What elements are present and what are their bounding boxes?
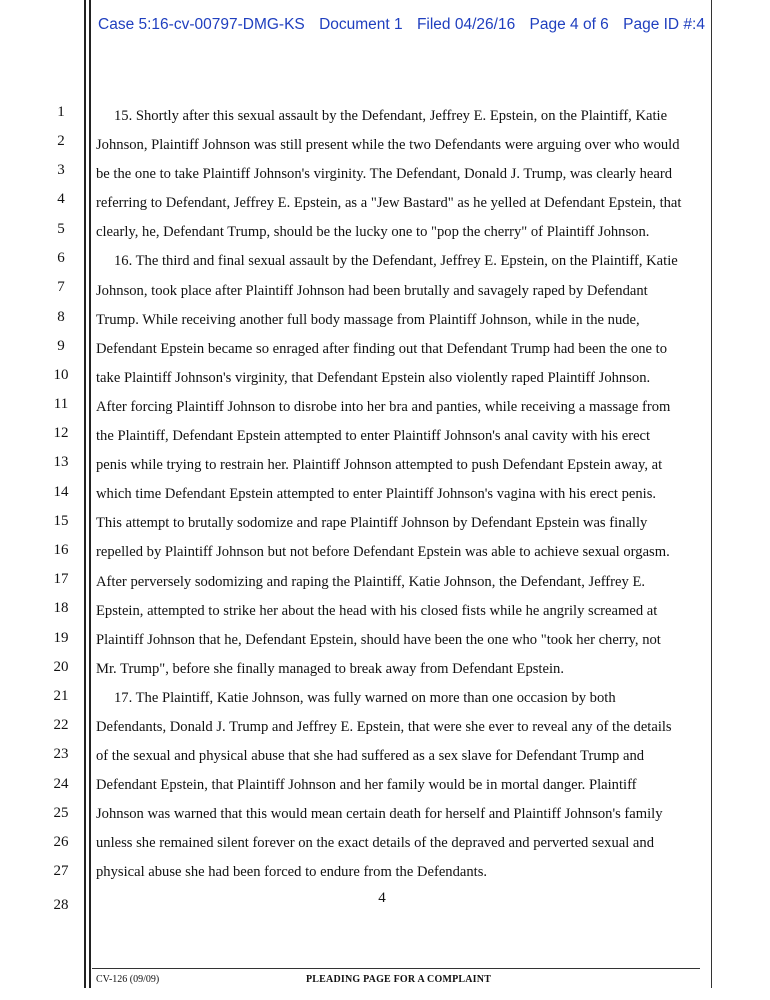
left-margin-rule bbox=[84, 0, 86, 988]
line-number: 17 bbox=[53, 571, 69, 587]
line-number: 12 bbox=[53, 425, 69, 441]
line-number: 5 bbox=[57, 221, 65, 237]
line-number: 6 bbox=[57, 250, 65, 266]
text-line: take Plaintiff Johnson's virginity, that Defendant Epstein also violently raped Plaintiff Johnson. bbox=[96, 369, 651, 386]
text-line: unless she remained silent forever on the exact details of the depraved and perverted sexual and bbox=[96, 835, 654, 852]
right-margin-rule bbox=[711, 0, 712, 988]
text-line: Plaintiff Johnson that he, Defendant Epstein, should have been the one who "took her cherry, not bbox=[96, 631, 661, 648]
footer-title: PLEADING PAGE FOR A COMPLAINT bbox=[306, 974, 492, 985]
text-line: be the one to take Plaintiff Johnson's virginity. The Defendant, Donald J. Trump, was clearly heard bbox=[96, 166, 673, 183]
complaint-body bbox=[96, 102, 708, 888]
line-number: 25 bbox=[53, 805, 69, 821]
ecf-header-stamp bbox=[98, 16, 710, 34]
case-number: Case 5:16-cv-00797-DMG-KS bbox=[98, 16, 305, 33]
text-line: 17. The Plaintiff, Katie Johnson, was fully warned on more than one occasion by both bbox=[114, 689, 616, 706]
left-margin-rule-inner bbox=[89, 0, 91, 988]
text-line: 16. The third and final sexual assault by the Defendant, Jeffrey E. Epstein, on the Plaintiff, Katie bbox=[114, 253, 678, 270]
text-line: Epstein, attempted to strike her about the head with his closed fists while he angrily screamed at bbox=[96, 602, 658, 619]
line-number: 7 bbox=[57, 279, 65, 295]
line-number: 3 bbox=[57, 162, 65, 178]
line-number: 16 bbox=[53, 542, 69, 558]
text-line: Defendant Epstein, that Plaintiff Johnson and her family would be in mortal danger. Plaintiff bbox=[96, 777, 637, 794]
page-number: 4 bbox=[378, 890, 386, 906]
line-number: 15 bbox=[53, 513, 69, 529]
text-line: physical abuse she had been forced to endure from the Defendants. bbox=[96, 864, 488, 881]
text-line: penis while trying to restrain her. Plaintiff Johnson attempted to push Defendant Epstein away, at bbox=[96, 457, 663, 474]
text-line: This attempt to brutally sodomize and rape Plaintiff Johnson by Defendant Epstein was finally bbox=[96, 515, 648, 532]
line-number: 22 bbox=[53, 717, 69, 733]
line-number: 10 bbox=[53, 367, 69, 383]
line-number: 18 bbox=[53, 600, 69, 616]
line-number: 20 bbox=[53, 659, 69, 675]
text-line: the Plaintiff, Defendant Epstein attempted to enter Plaintiff Johnson's anal cavity with his erect bbox=[96, 428, 651, 445]
line-number: 24 bbox=[53, 776, 69, 792]
text-line: Defendants, Donald J. Trump and Jeffrey E. Epstein, that were she ever to reveal any of the details bbox=[96, 718, 672, 735]
text-line: which time Defendant Epstein attempted to enter Plaintiff Johnson's vagina with his erect penis. bbox=[96, 486, 657, 503]
line-number: 27 bbox=[53, 863, 69, 879]
text-line: Mr. Trump", before she finally managed to break away from Defendant Epstein. bbox=[96, 660, 564, 677]
text-line: of the sexual and physical abuse that she had suffered as a sex slave for Defendant Trump and bbox=[96, 748, 645, 765]
line-number: 2 bbox=[57, 133, 65, 149]
page-id: Page ID #:4 bbox=[623, 16, 705, 33]
text-line: After forcing Plaintiff Johnson to disrobe into her bra and panties, while receiving a massage from bbox=[96, 398, 671, 415]
line-number: 19 bbox=[53, 630, 69, 646]
line-number: 23 bbox=[53, 746, 69, 762]
line-number: 14 bbox=[53, 484, 69, 500]
text-line: Defendant Epstein became so enraged after finding out that Defendant Trump had been the one to bbox=[96, 340, 668, 357]
text-line: Johnson, took place after Plaintiff Johnson had been brutally and savagely raped by Defendant bbox=[96, 282, 648, 299]
text-line: clearly, he, Defendant Trump, should be the lucky one to "pop the cherry" of Plaintiff Johnson. bbox=[96, 224, 650, 241]
footer-divider bbox=[92, 968, 700, 969]
document-number: Document 1 bbox=[319, 16, 403, 33]
line-number: 8 bbox=[57, 309, 65, 325]
line-number: 28 bbox=[53, 897, 69, 913]
line-number: 11 bbox=[53, 396, 69, 412]
line-number: 21 bbox=[53, 688, 69, 704]
text-line: repelled by Plaintiff Johnson but not before Defendant Epstein was able to achieve sexual orgasm. bbox=[96, 544, 670, 561]
line-number: 1 bbox=[57, 104, 65, 120]
line-number: 13 bbox=[53, 454, 69, 470]
text-line: Johnson, Plaintiff Johnson was still present while the two Defendants were arguing over who would bbox=[96, 137, 680, 154]
line-number: 4 bbox=[57, 191, 65, 207]
text-line: After perversely sodomizing and raping the Plaintiff, Katie Johnson, the Defendant, Jeffrey E. bbox=[96, 573, 646, 590]
footer-form-number: CV-126 (09/09) bbox=[96, 974, 160, 985]
text-line: Trump. While receiving another full body massage from Plaintiff Johnson, while in the nude, bbox=[96, 311, 640, 328]
text-line: referring to Defendant, Jeffrey E. Epstein, as a "Jew Bastard" as he yelled at Defendant Epstein, that bbox=[96, 195, 682, 212]
text-line: Johnson was warned that this would mean certain death for herself and Plaintiff Johnson's family bbox=[96, 806, 663, 823]
line-number: 26 bbox=[53, 834, 69, 850]
filed-date: Filed 04/26/16 bbox=[416, 16, 516, 33]
page-count: Page 4 of 6 bbox=[529, 16, 609, 33]
line-number: 9 bbox=[57, 338, 65, 354]
text-line: 15. Shortly after this sexual assault by the Defendant, Jeffrey E. Epstein, on the Plaintiff, Katie bbox=[114, 108, 668, 124]
